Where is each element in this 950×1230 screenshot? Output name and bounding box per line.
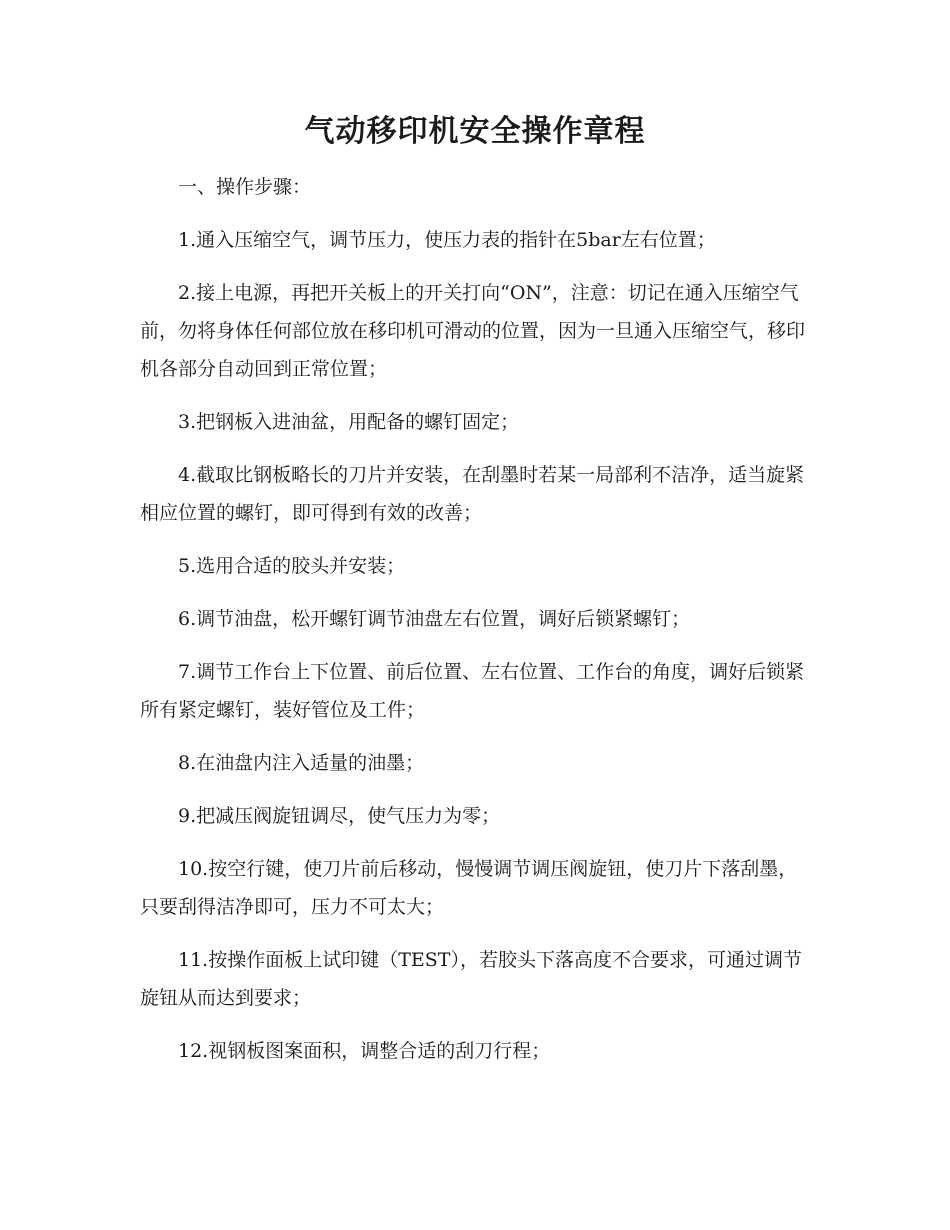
step-10: 10.按空行键，使刀片前后移动，慢慢调节调压阀旋钮，使刀片下落刮墨，只要刮得洁净即可，压力不可太大； — [140, 858, 798, 918]
step-9: 9.把减压阀旋钮调尽，使气压力为零； — [178, 805, 501, 827]
document-title: 气动移印机安全操作章程 — [304, 114, 646, 149]
step-7: 7.调节工作台上下位置、前后位置、左右位置、工作台的角度，调好后锁紧所有紧定螺钉，装好管位及工件； — [140, 661, 805, 721]
step-4: 4.截取比钢板略长的刀片并安装，在刮墨时若某一局部利不洁净，适当旋紧相应位置的螺钉，即可得到有效的改善； — [140, 464, 805, 524]
step-5: 5.选用合适的胶头并安装； — [178, 555, 406, 577]
step-8: 8.在油盘内注入适量的油墨； — [178, 752, 425, 774]
step-2: 2.接上电源，再把开关板上的开关打向“ON”，注意：切记在通入压缩空气前，勿将身体任何部位放在移印机可滑动的位置，因为一旦通入压缩空气，移印机各部分自动回到正常位置； — [140, 282, 806, 380]
step-3: 3.把钢板入进油盆，用配备的螺钉固定； — [178, 411, 520, 433]
step-6: 6.调节油盘，松开螺钉调节油盘左右位置，调好后锁紧螺钉； — [178, 608, 691, 630]
step-12: 12.视钢板图案面积，调整合适的刮刀行程； — [178, 1040, 551, 1062]
step-1: 1.通入压缩空气，调节压力，使压力表的指针在5bar左右位置； — [178, 229, 716, 251]
section-heading: 一、操作步骤： — [178, 176, 312, 198]
step-11: 11.按操作面板上试印键（TEST），若胶头下落高度不合要求，可通过调节旋钮从而达到要求； — [140, 949, 802, 1009]
document-body — [140, 168, 808, 1085]
